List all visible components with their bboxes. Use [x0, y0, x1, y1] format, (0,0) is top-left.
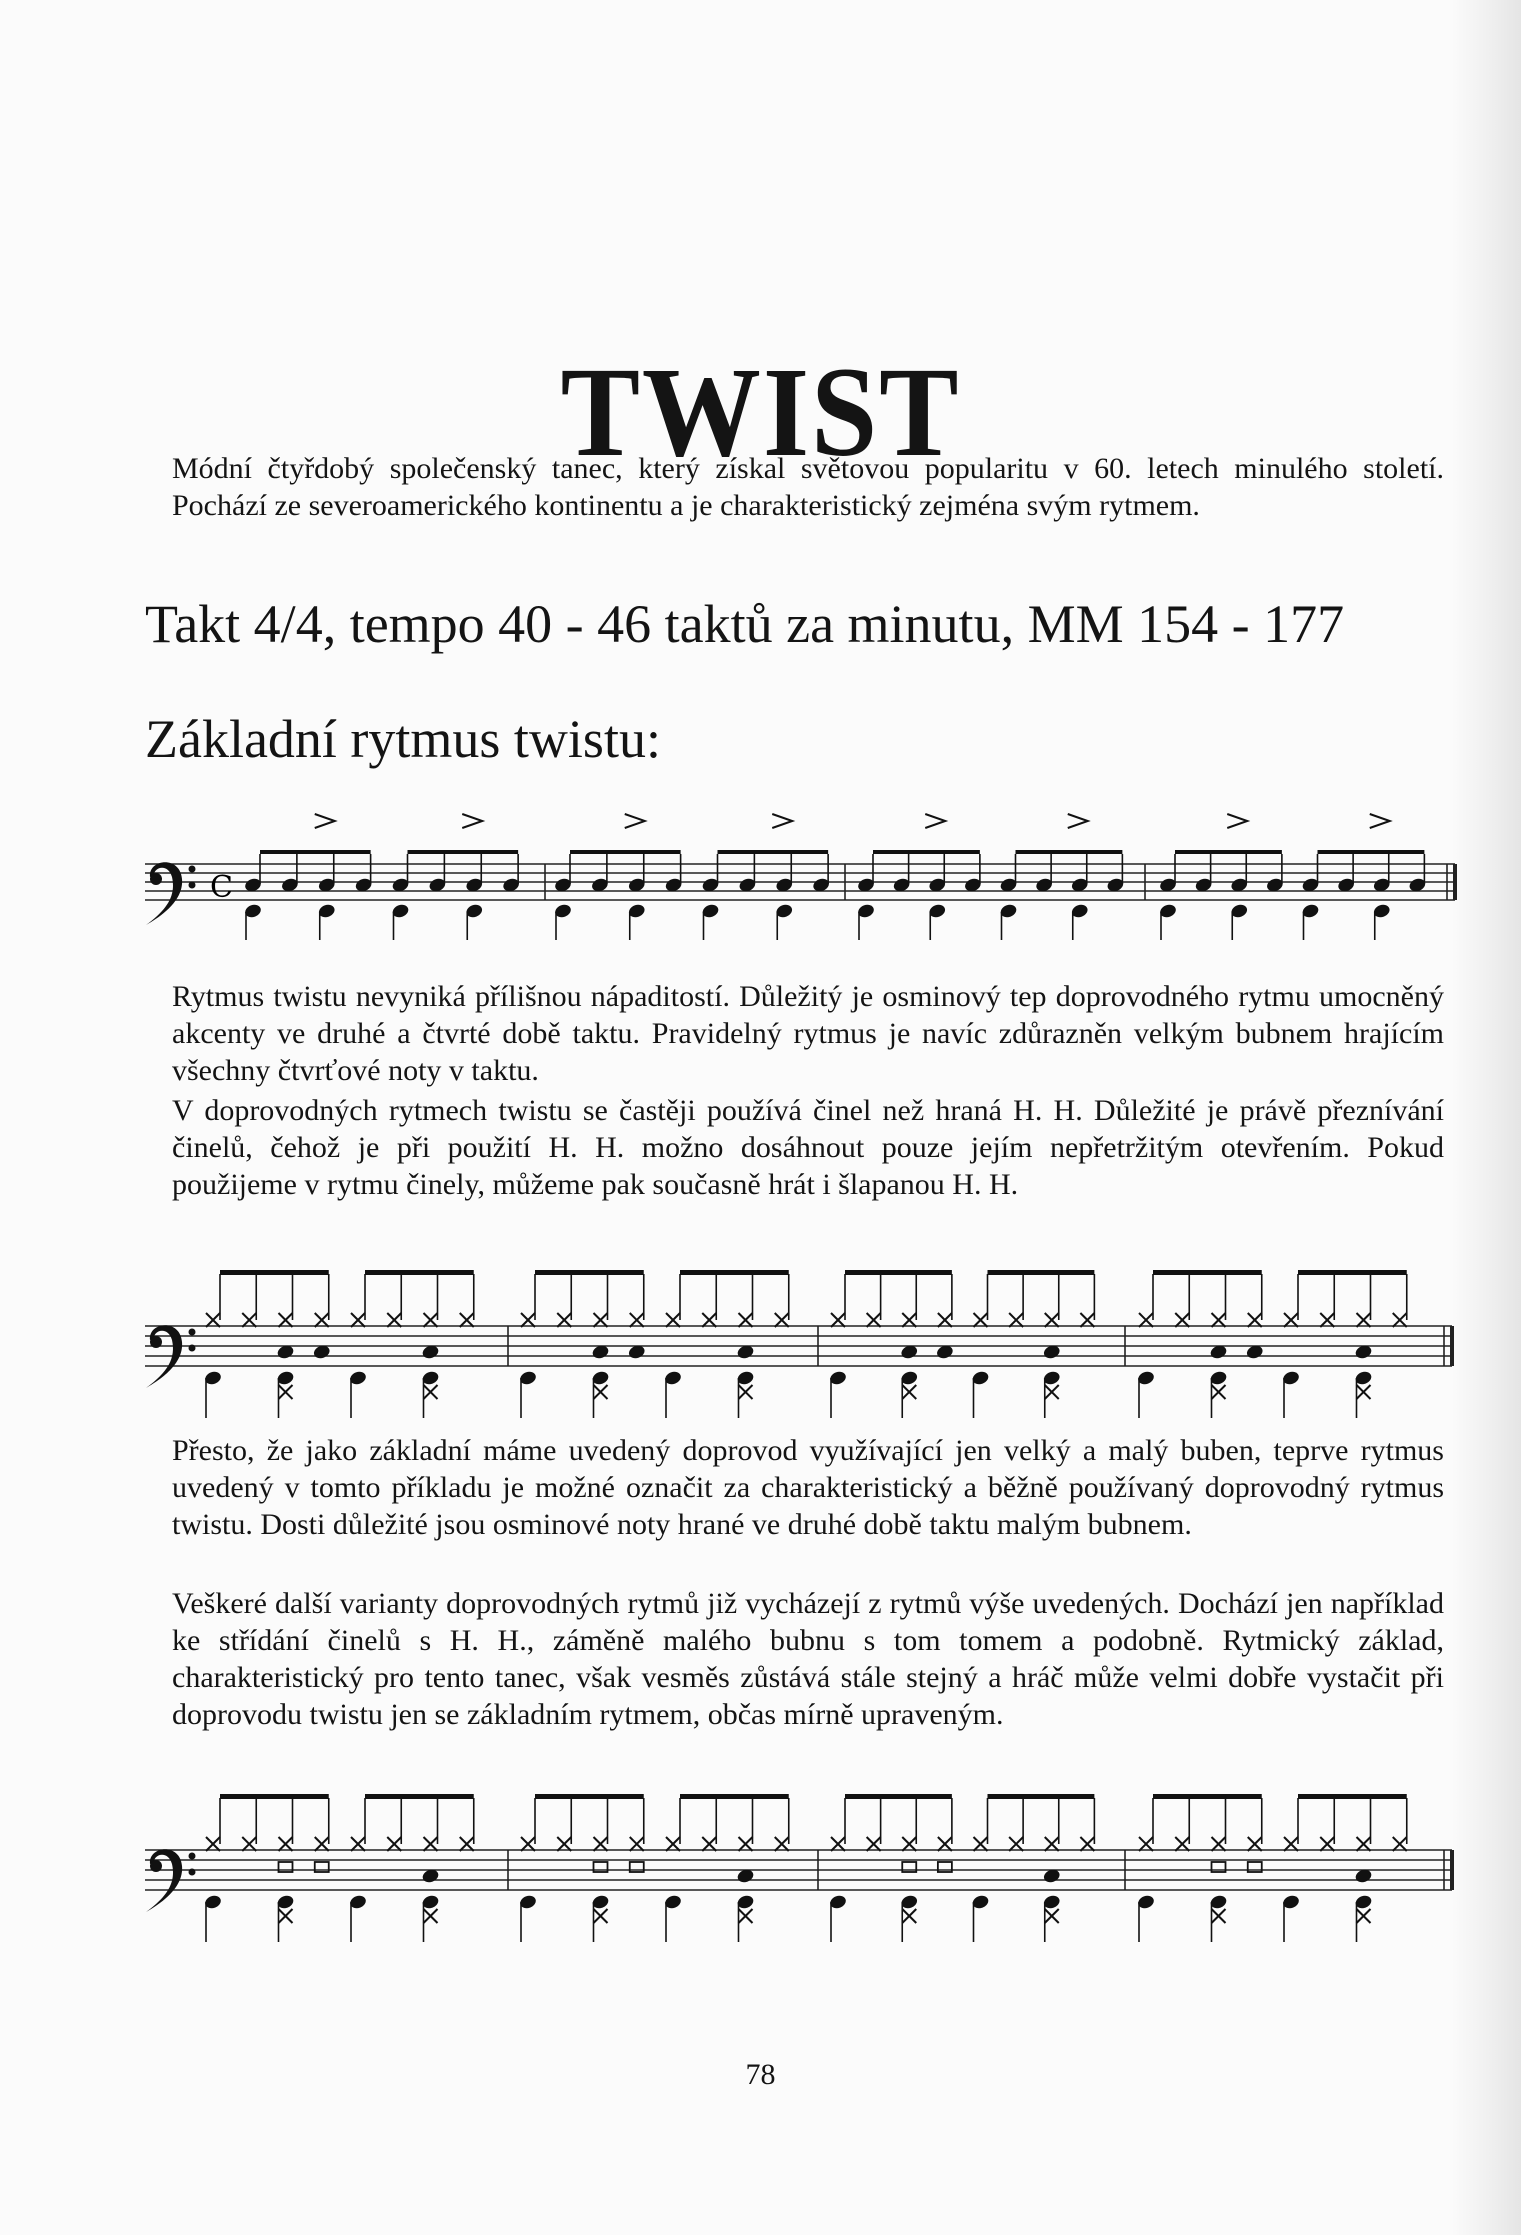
accent-row — [315, 814, 1390, 828]
page-number: 78 — [745, 2058, 776, 2091]
paragraph-1: Rytmus twistu nevyniká přílišnou nápaditostí. Důležitý je osminový tep doprovodného rytmu umocněný akcenty ve druhé a čtvrté době taktu. Pravidelný rytmus je navíc zdůrazněn velkým bubnem hrajícím všechny čtvrťové noty v taktu. — [172, 980, 1444, 1087]
staff-lines — [145, 1850, 1452, 1890]
staff-lines — [145, 864, 1455, 900]
intro-paragraph: Módní čtyřdobý společenský tanec, který získal světovou popularitu v 60. letech minulého století. Pochází ze severoamerického kontinentu a je charakteristický zejména svým rytmem. — [172, 452, 1444, 522]
page-title: TWIST — [560, 340, 961, 483]
cymbal-rhythm-staff — [0, 1238, 1521, 1418]
variant-rhythm-staff — [0, 1762, 1521, 1942]
time-signature: C — [210, 870, 233, 905]
notes — [203, 1794, 1406, 1942]
paragraph-4: Veškeré další varianty doprovodných rytmů již vycházejí z rytmů výše uvedených. Dochází jen například ke střídání činelů s H. H., záměně malého bubnu s tom tomem a podobně. Rytmický základ, charakteristický pro tento tanec, však vesměs zůstává stále stejný a hráč může velmi dobře vystačit při doprovodu twistu jen se základním rytmem, občas mírně upraveným. — [172, 1587, 1444, 1731]
basic-rhythm-staff — [0, 780, 1521, 940]
tempo-line: Takt 4/4, tempo 40 - 46 taktů za minutu, MM 154 - 177 — [145, 594, 1345, 654]
notes — [203, 1270, 1406, 1418]
paragraph-2: V doprovodných rytmech twistu se častěji používá činel než hraná H. H. Důležité je právě přeznívání činelů, čehož je při použití H. H. možno dosáhnout pouze jejím nepřetržitým otevřením. Pokud použijeme v rytmu činely, můžeme pak současně hrát i šlapanou H. H. — [172, 1094, 1444, 1201]
paragraph-3: Přesto, že jako základní máme uvedený doprovod využívající jen velký a malý buben, teprve rytmus uvedený v tomto příkladu je možné označit za charakteristický a běžně používaný doprovodný rytmus twistu. Dosti důležité jsou osminové noty hrané ve druhé době taktu malým bubnem. — [172, 1434, 1444, 1541]
bass-clef-icon — [146, 862, 196, 925]
rhythm-heading: Základní rytmus twistu: — [145, 709, 661, 769]
